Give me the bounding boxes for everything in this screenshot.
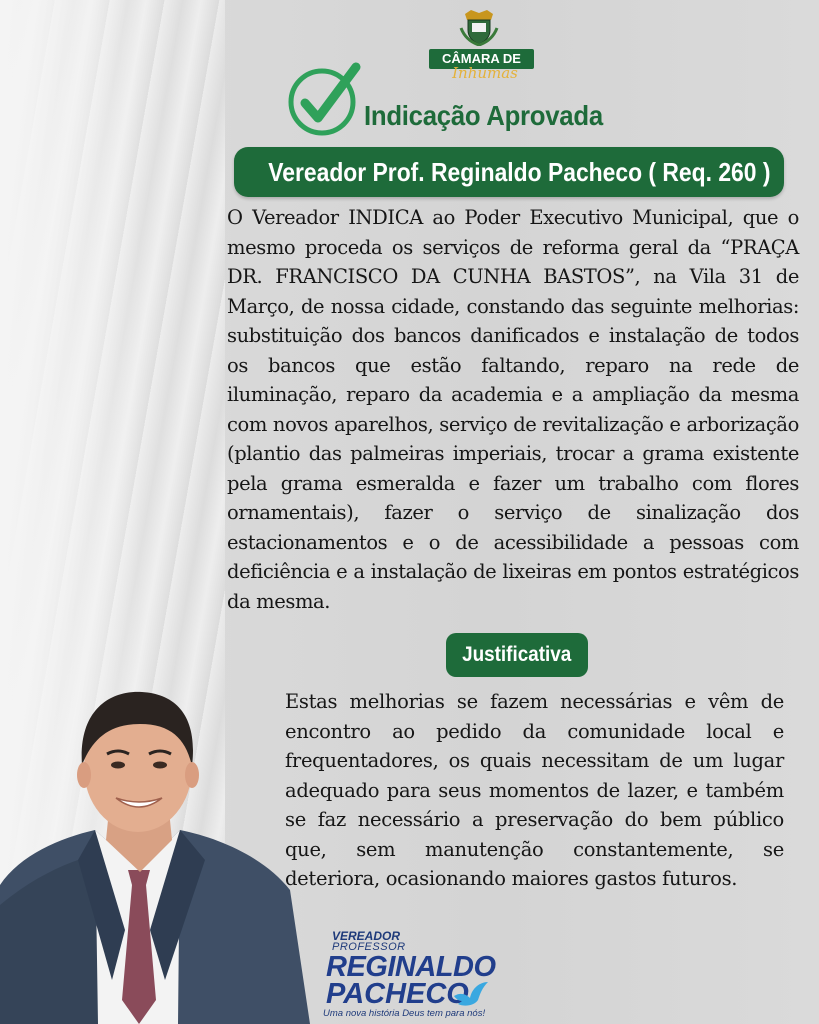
signature-last-name: PACHECO — [326, 978, 469, 1010]
signature-first-name: REGINALDO — [326, 951, 496, 983]
signature-logo — [320, 930, 505, 1022]
justification-heading-text: Justificativa — [462, 643, 572, 666]
justification-body: Estas melhorias se fazem necessárias e vêm de encontro ao pedido da comunidade local e frequentadores, os quais necessitam de um lugar adequado para seus momentos de lazer, e também se faz necessário a preservação do bem público que, sem manutenção constantemente, se deteriora, ocasionando maiores gastos futuros. — [285, 690, 784, 890]
portrait-photo — [0, 680, 320, 1024]
councilor-banner-text: Vereador Prof. Reginaldo Pacheco ( Req. 260 ) — [268, 157, 771, 187]
councilor-banner — [234, 147, 784, 197]
justification-heading — [446, 633, 588, 677]
signature-line-2: PROFESSOR — [332, 941, 406, 953]
signature-line-1: VEREADOR — [332, 929, 401, 943]
crest-icon — [458, 6, 500, 46]
signature-slogan: Uma nova história Deus tem para nós! — [323, 1008, 486, 1019]
check-circle-icon — [286, 62, 362, 138]
dove-icon — [452, 980, 490, 1008]
page-title: Indicação Aprovada — [364, 100, 603, 131]
brand-subtitle: Inhumas — [452, 64, 518, 82]
brand-plate: CÂMARA DE — [429, 49, 534, 69]
indication-body: O Vereador INDICA ao Poder Executivo Municipal, que o mesmo proceda os serviços de reforma geral da “PRAÇA DR. FRANCISCO DA CUNHA BASTOS”, na Vila 31 de Março, de nossa cidade, constando das seguinte melhorias: substituição dos bancos danificados e instalação de todos os bancos que estão faltando, reparo na rede de iluminação, reparo da academia e a ampliação da mesma com novos aparelhos, serviço de revitalização e arborização (plantio das palmeiras imperiais, trocar a grama existente pela grama esmeralda e fazer um trabalho com flores ornamentais), fazer o serviço de sinalização dos estacionamentos e o de acessibilidade a pessoas com deficiência e a instalação de lixeiras em pontos estratégicos da mesma. — [227, 206, 799, 613]
